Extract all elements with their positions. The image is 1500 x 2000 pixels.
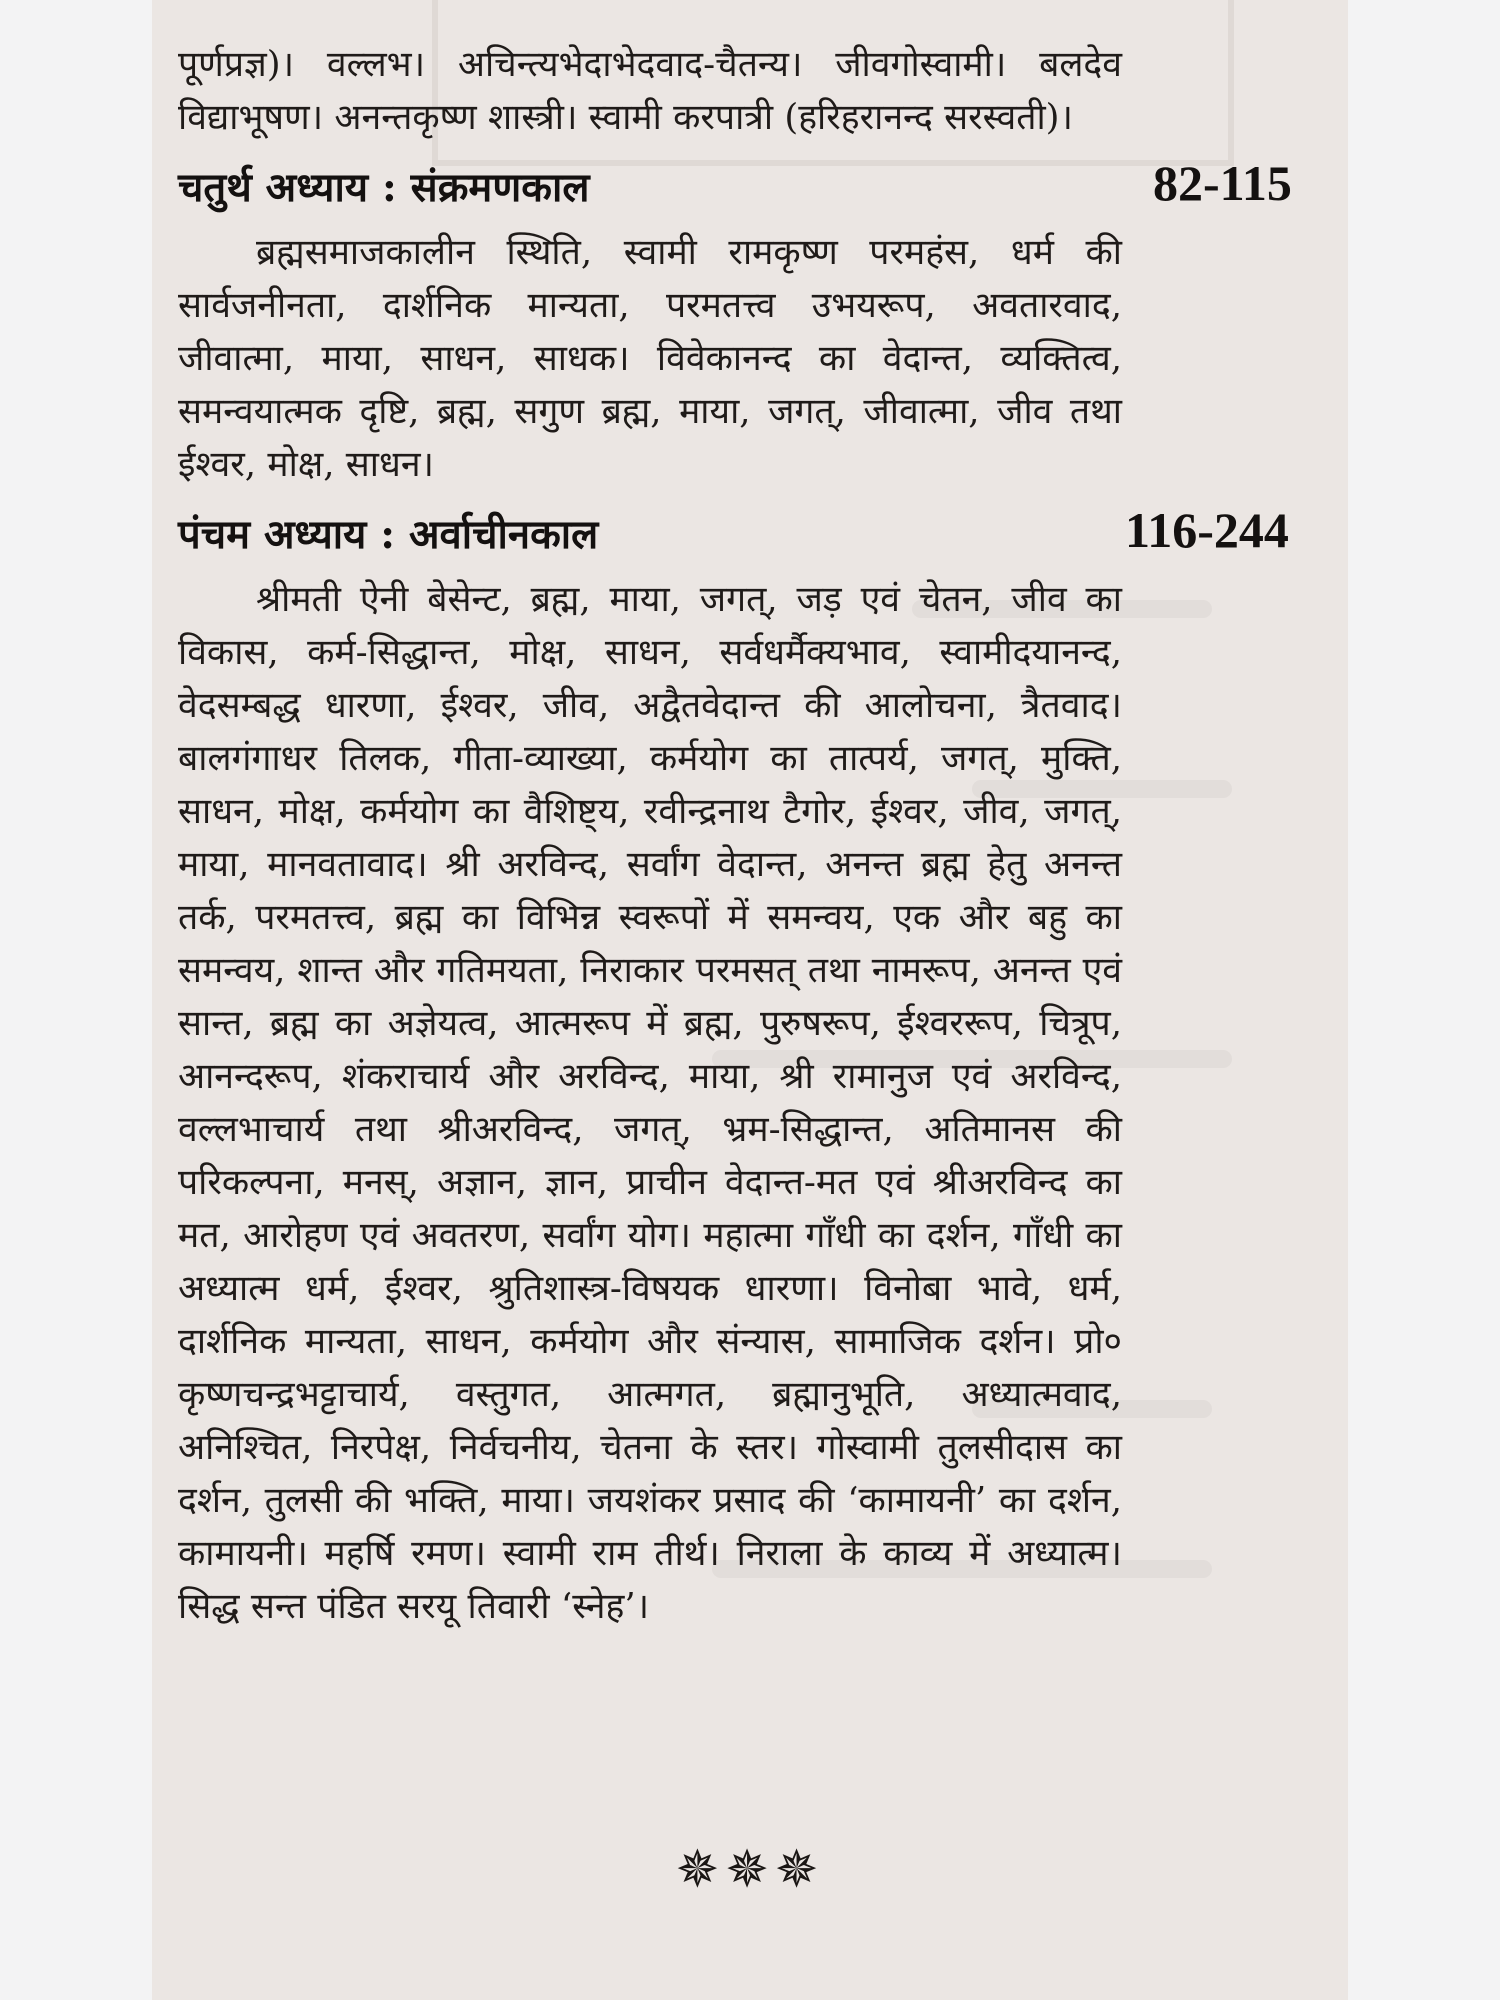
chapter-page-range: 82-115 bbox=[1153, 155, 1292, 211]
left-scan-margin bbox=[0, 0, 152, 2000]
chapter-title: चतुर्थ अध्याय : संक्रमणकाल bbox=[178, 164, 590, 211]
three-star-ornament-icon: ✵✵✵ bbox=[675, 1840, 825, 1900]
chapter-summary: ब्रह्मसमाजकालीन स्थिति, स्वामी रामकृष्ण परमहंस, धर्म की सार्वजनीनता, दार्शनिक मान्यता, परमतत्त्व उभयरूप, अवतारवाद, जीवात्मा, माया, साधन, साधक। विवेकानन्द का वेदान्त, व्यक्तित्व, समन्वयात्मक दृष्टि, ब्रह्म, सगुण ब्रह्म, माया, जगत्, जीवात्मा, जीव तथा ईश्वर, मोक्ष, साधन। bbox=[178, 232, 1122, 485]
chapter-title: पंचम अध्याय : अर्वाचीनकाल bbox=[178, 511, 599, 558]
intro-paragraph: पूर्णप्रज्ञ)। वल्लभ। अचिन्त्यभेदाभेदवाद-चैतन्य। जीवगोस्वामी। बलदेव विद्याभूषण। अनन्तकृष्ण शास्त्री। स्वामी करपात्री (हरिहरानन्द सरस्वती)। bbox=[178, 44, 1122, 138]
page-content bbox=[178, 38, 1328, 1633]
chapter-page-range: 116-244 bbox=[1125, 502, 1289, 558]
chapter-heading-4 bbox=[178, 154, 1328, 224]
chapter-heading-5 bbox=[178, 501, 1328, 571]
right-scan-margin bbox=[1348, 0, 1500, 2000]
chapter-summary: श्रीमती ऐनी बेसेन्ट, ब्रह्म, माया, जगत्, जड़ एवं चेतन, जीव का विकास, कर्म-सिद्धान्त, मोक्ष, साधन, सर्वधर्मैक्यभाव, स्वामीदयानन्द, वेदसम्बद्ध धारणा, ईश्वर, जीव, अद्वैतवेदान्त की आलोचना, त्रैतवाद। बालगंगाधर तिलक, गीता-व्याख्या, कर्मयोग का तात्पर्य, जगत्, मुक्ति, साधन, मोक्ष, कर्मयोग का वैशिष्ट्य, रवीन्द्रनाथ टैगोर, ईश्वर, जीव, जगत्, माया, मानवतावाद। श्री अरविन्द, सर्वांग वेदान्त, अनन्त ब्रह्म हेतु अनन्त तर्क, परमतत्त्व, ब्रह्म का विभिन्न स्वरूपों में समन्वय, एक और बहु का समन्वय, शान्त और गतिमयता, निराकार परमसत् तथा नामरूप, अनन्त एवं सान्त, ब्रह्म का अज्ञेयत्व, आत्मरूप में ब्रह्म, पुरुषरूप, ईश्वररूप, चित्रूप, आनन्दरूप, शंकराचार्य और अरविन्द, माया, श्री रामानुज एवं अरविन्द, वल्लभाचार्य तथा श्रीअरविन्द, जगत्, भ्रम-सिद्धान्त, अतिमानस की परिकल्पना, मनस्, अज्ञान, ज्ञान, प्राचीन वेदान्त-मत एवं श्रीअरविन्द का मत, आरोहण एवं अवतरण, सर्वांग योग। महात्मा गाँधी का दर्शन, गाँधी का अध्यात्म धर्म, ईश्वर, श्रुतिशास्त्र-विषयक धारणा। विनोबा भावे, धर्म, दार्शनिक मान्यता, साधन, कर्मयोग और संन्यास, सामाजिक दर्शन। प्रो० कृष्णचन्द्रभट्टाचार्य, वस्तुगत, आत्मगत, ब्रह्मानुभूति, अध्यात्मवाद, अनिश्चित, निरपेक्ष, निर्वचनीय, चेतना के स्तर। गोस्वामी तुलसीदास का दर्शन, तुलसी की भक्ति, माया। जयशंकर प्रसाद की ‘कामायनी’ का दर्शन, कामायनी। महर्षि रमण। स्वामी राम तीर्थ। निराला के काव्य में अध्यात्म। सिद्ध सन्त पंडित सरयू तिवारी ‘स्नेह’। bbox=[178, 579, 1122, 1627]
